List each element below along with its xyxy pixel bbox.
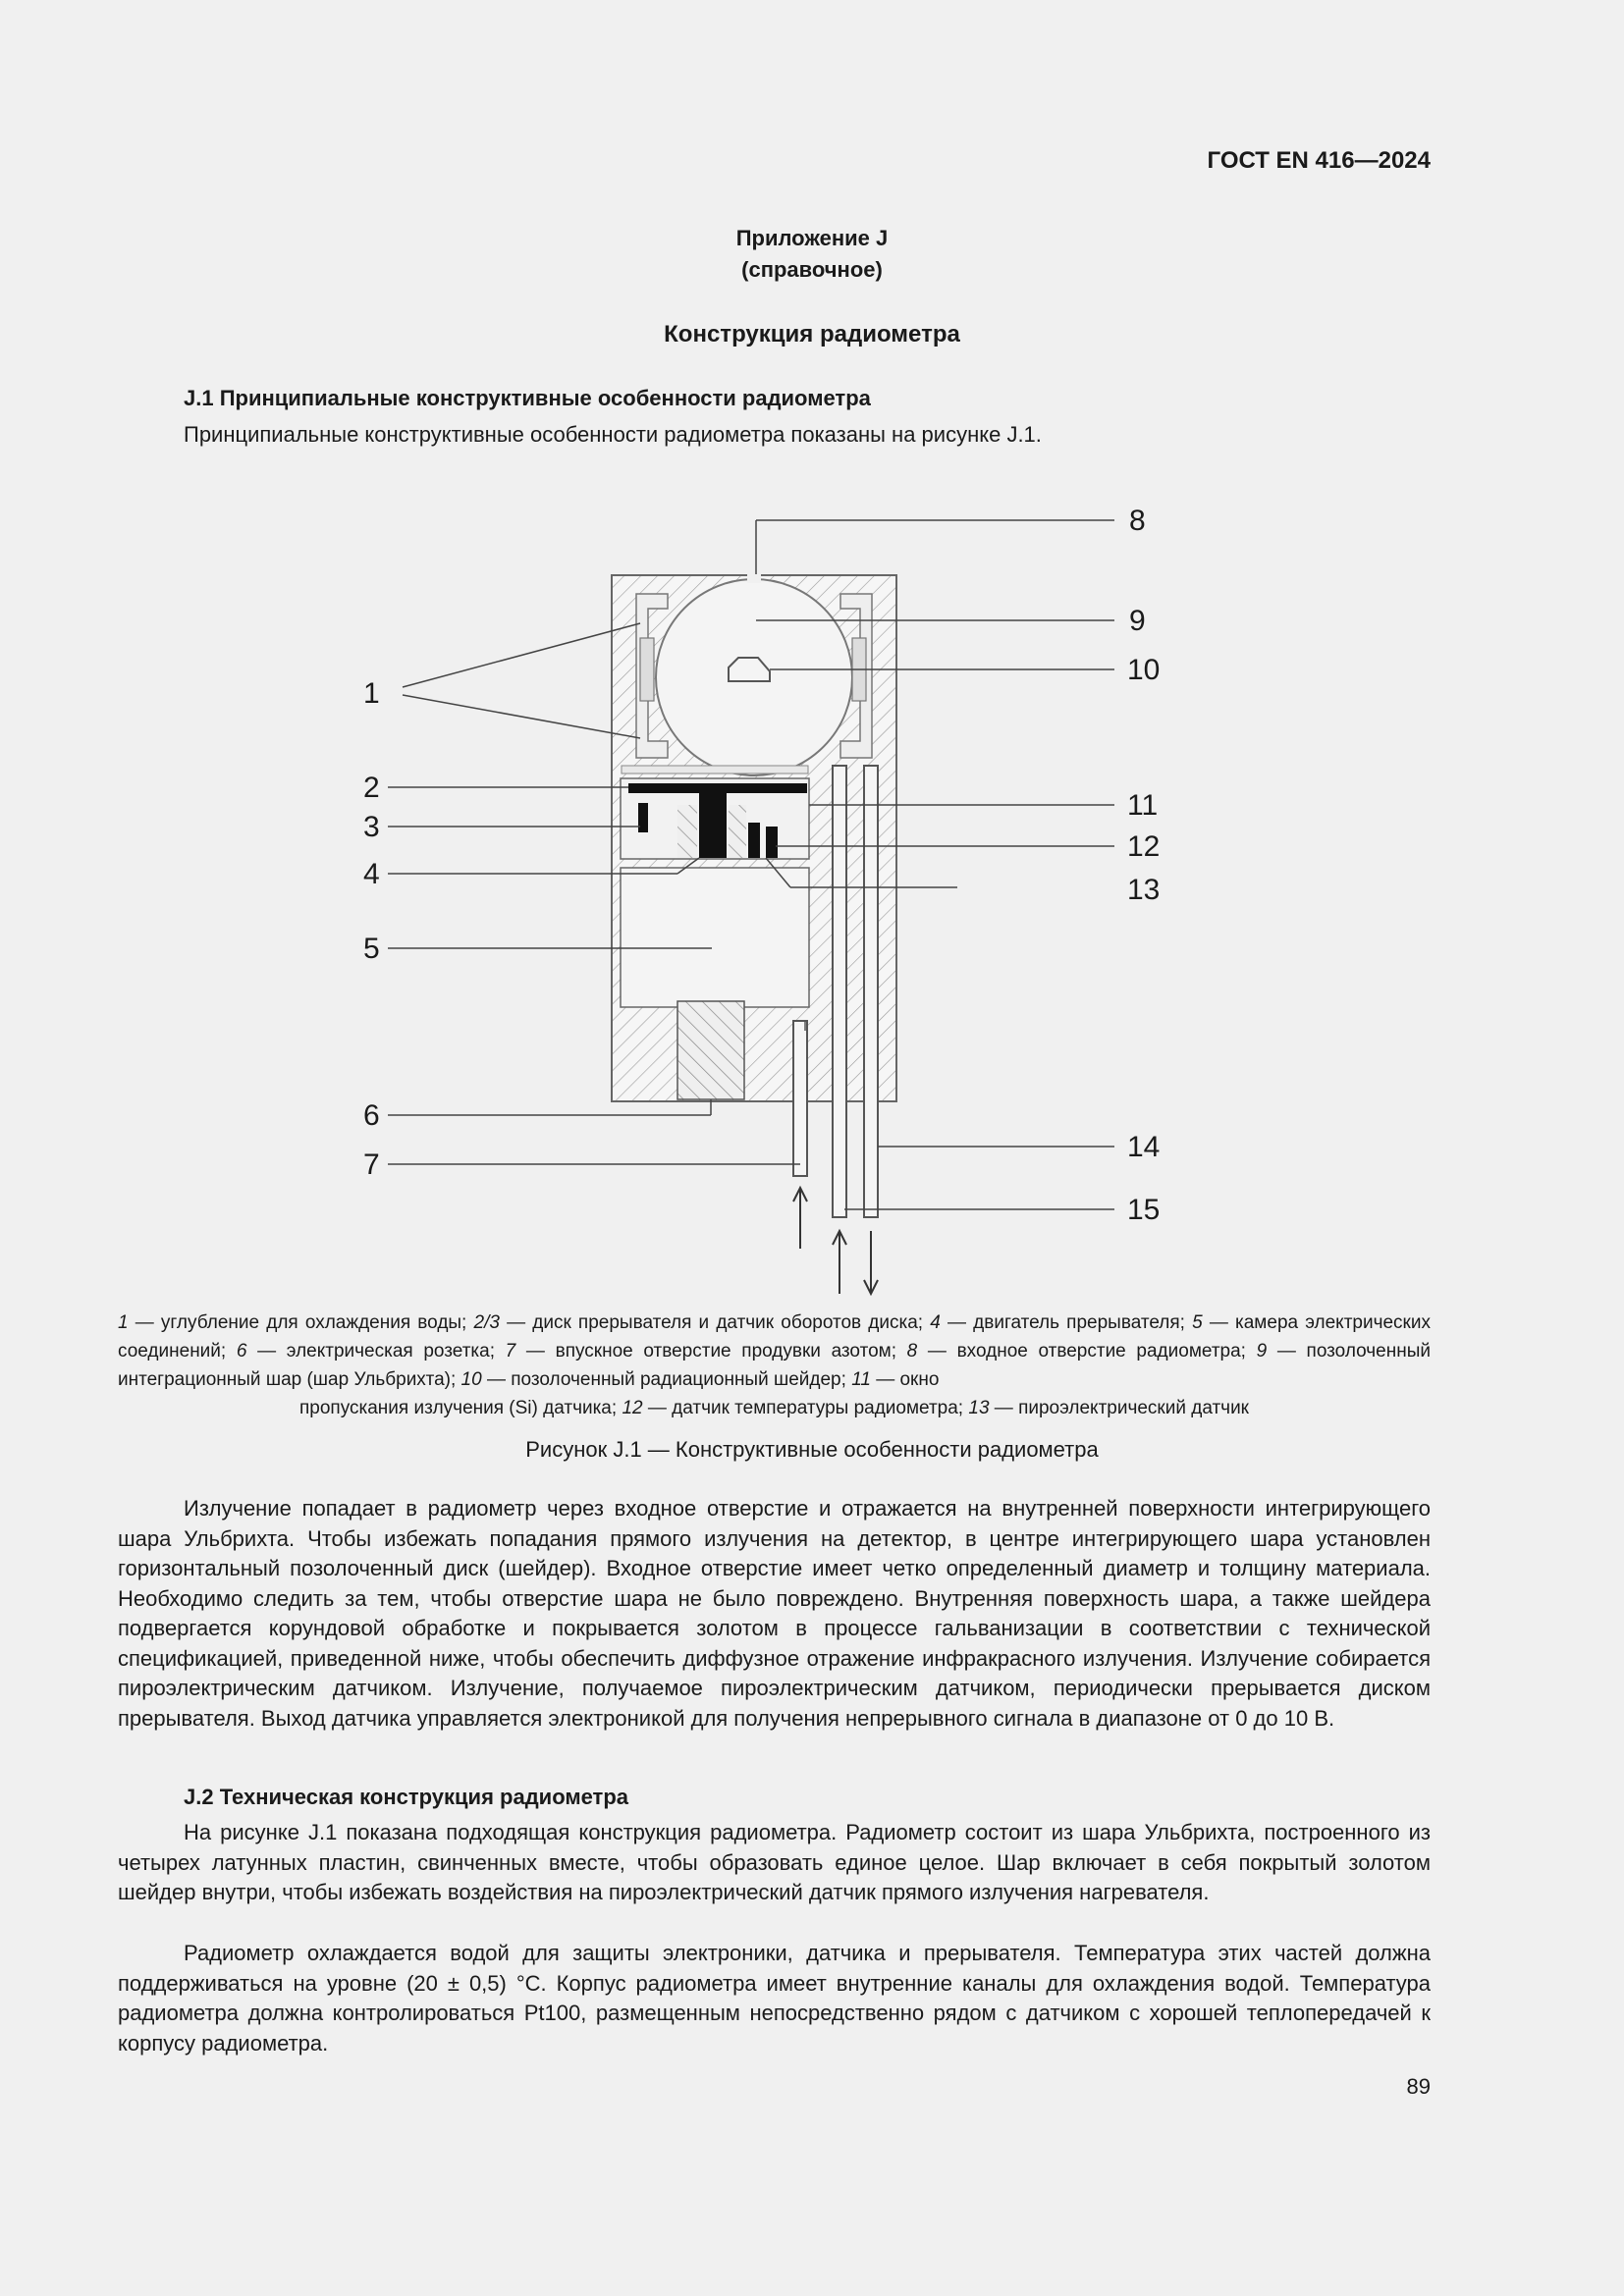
legend-item-2: 2/3 — диск прерывателя и датчик оборотов диска; xyxy=(473,1312,931,1333)
label-1: 1 xyxy=(363,677,380,710)
label-4: 4 xyxy=(363,858,380,890)
label-3: 3 xyxy=(363,811,380,843)
j1-text: Принципиальные конструктивные особенности радиометра показаны на рисунке J.1. xyxy=(184,422,1042,447)
label-10: 10 xyxy=(1127,654,1161,686)
label-9: 9 xyxy=(1129,605,1146,637)
annex-title: Приложение J xyxy=(735,226,889,250)
legend-item-9: 10 — позолоченный радиационный шейдер; xyxy=(460,1369,852,1390)
j2-paragraph-1: На рисунке J.1 показана подходящая конструкция радиометра. Радиометр состоит из шара Ульбрихта, построенного из четырех латунных пластин, свинченных вместе, чтобы образовать единое целое. Шар включает в себя покрытый золотом шейдер внутри, чтобы избежать воздействия на пироэлектрический датчик прямого излучения нагревателя. xyxy=(118,1820,1431,1904)
label-15: 15 xyxy=(1127,1194,1161,1226)
figure-caption: Рисунок J.1 — Конструктивные особенности радиометра xyxy=(525,1437,1099,1462)
legend-item-8: 9 — позолоченный интеграционный шар (шар Ульбрихта); xyxy=(118,1341,1431,1390)
legend-item-1: 1 — углубление для охлаждения воды; xyxy=(118,1312,474,1333)
page-number: 89 xyxy=(1406,2074,1431,2099)
j2-heading: J.2 Техническая конструкция радиометра xyxy=(184,1785,629,1809)
legend-last-line: пропускания излучения (Si) датчика; 12 — датчик температуры радиометра; 13 — пироэлектрический датчик xyxy=(299,1398,1249,1418)
legend-item-7: 8 — входное отверстие радиометра; xyxy=(906,1341,1257,1362)
j1-heading: J.1 Принципиальные конструктивные особенности радиометра xyxy=(184,386,871,410)
label-8: 8 xyxy=(1129,505,1146,537)
standard-number: ГОСТ EN 416—2024 xyxy=(1207,147,1431,174)
legend-item-5: 6 — электрическая розетка; xyxy=(236,1341,506,1362)
legend-item-4: 5 — камера электрических соединений; xyxy=(118,1312,1431,1362)
radiometer-diagram xyxy=(334,491,1218,1306)
label-13: 13 xyxy=(1127,874,1161,906)
figure-legend xyxy=(118,1308,1431,1422)
label-5: 5 xyxy=(363,933,380,965)
label-11: 11 xyxy=(1127,789,1159,822)
j2-paragraph-2: Радиометр охлаждается водой для защиты электроники, датчика и прерывателя. Температура этих частей должна поддерживаться на уровне (20 ± 0,5) °С. Корпус радиометра имеет внутренние каналы для охлаждения водой. Температура радиометра должна контролироваться Pt100, размещенным непосредственно рядом с датчиком с хорошей теплопередачей к корпусу радиометра. xyxy=(118,1941,1431,2056)
legend-item-6: 7 — впускное отверстие продувки азотом; xyxy=(505,1341,907,1362)
label-14: 14 xyxy=(1127,1131,1161,1163)
legend-main xyxy=(118,1312,1431,1390)
label-12: 12 xyxy=(1127,830,1161,863)
legend-item-10: 11 — окно xyxy=(851,1369,940,1390)
label-7: 7 xyxy=(363,1148,380,1181)
body-paragraph: Излучение попадает в радиометр через входное отверстие и отражается на внутренней поверхности интегрирующего шара Ульбрихта. Чтобы избежать попадания прямого излучения на детектор, в центре интегрирующего шара установлен горизонтальный позолоченный диск (шейдер). Входное отверстие имеет четко определенный диаметр и толщину материала. Необходимо следить за тем, чтобы отверстие шара не было повреждено. Внутренняя поверхность шара, а также шейдера подвергается корундовой обработке и покрывается золотом в процессе гальванизации в соответствии с технической спецификацией, приведенной ниже, чтобы обеспечить диффузное отражение инфракрасного излучения. Излучение собирается пироэлектрическим датчиком. Излучение, получаемое пироэлектрическим датчиком, периодически прерывается диском прерывателя. Выход датчика управляется электроникой для получения непрерывного сигнала в диапазоне от 0 до 10 В. xyxy=(118,1496,1431,1731)
label-2: 2 xyxy=(363,772,380,804)
section-title: Конструкция радиометра xyxy=(664,321,960,347)
legend-item-3: 4 — двигатель прерывателя; xyxy=(930,1312,1193,1333)
label-6: 6 xyxy=(363,1099,380,1132)
annex-subtitle: (справочное) xyxy=(741,257,883,282)
